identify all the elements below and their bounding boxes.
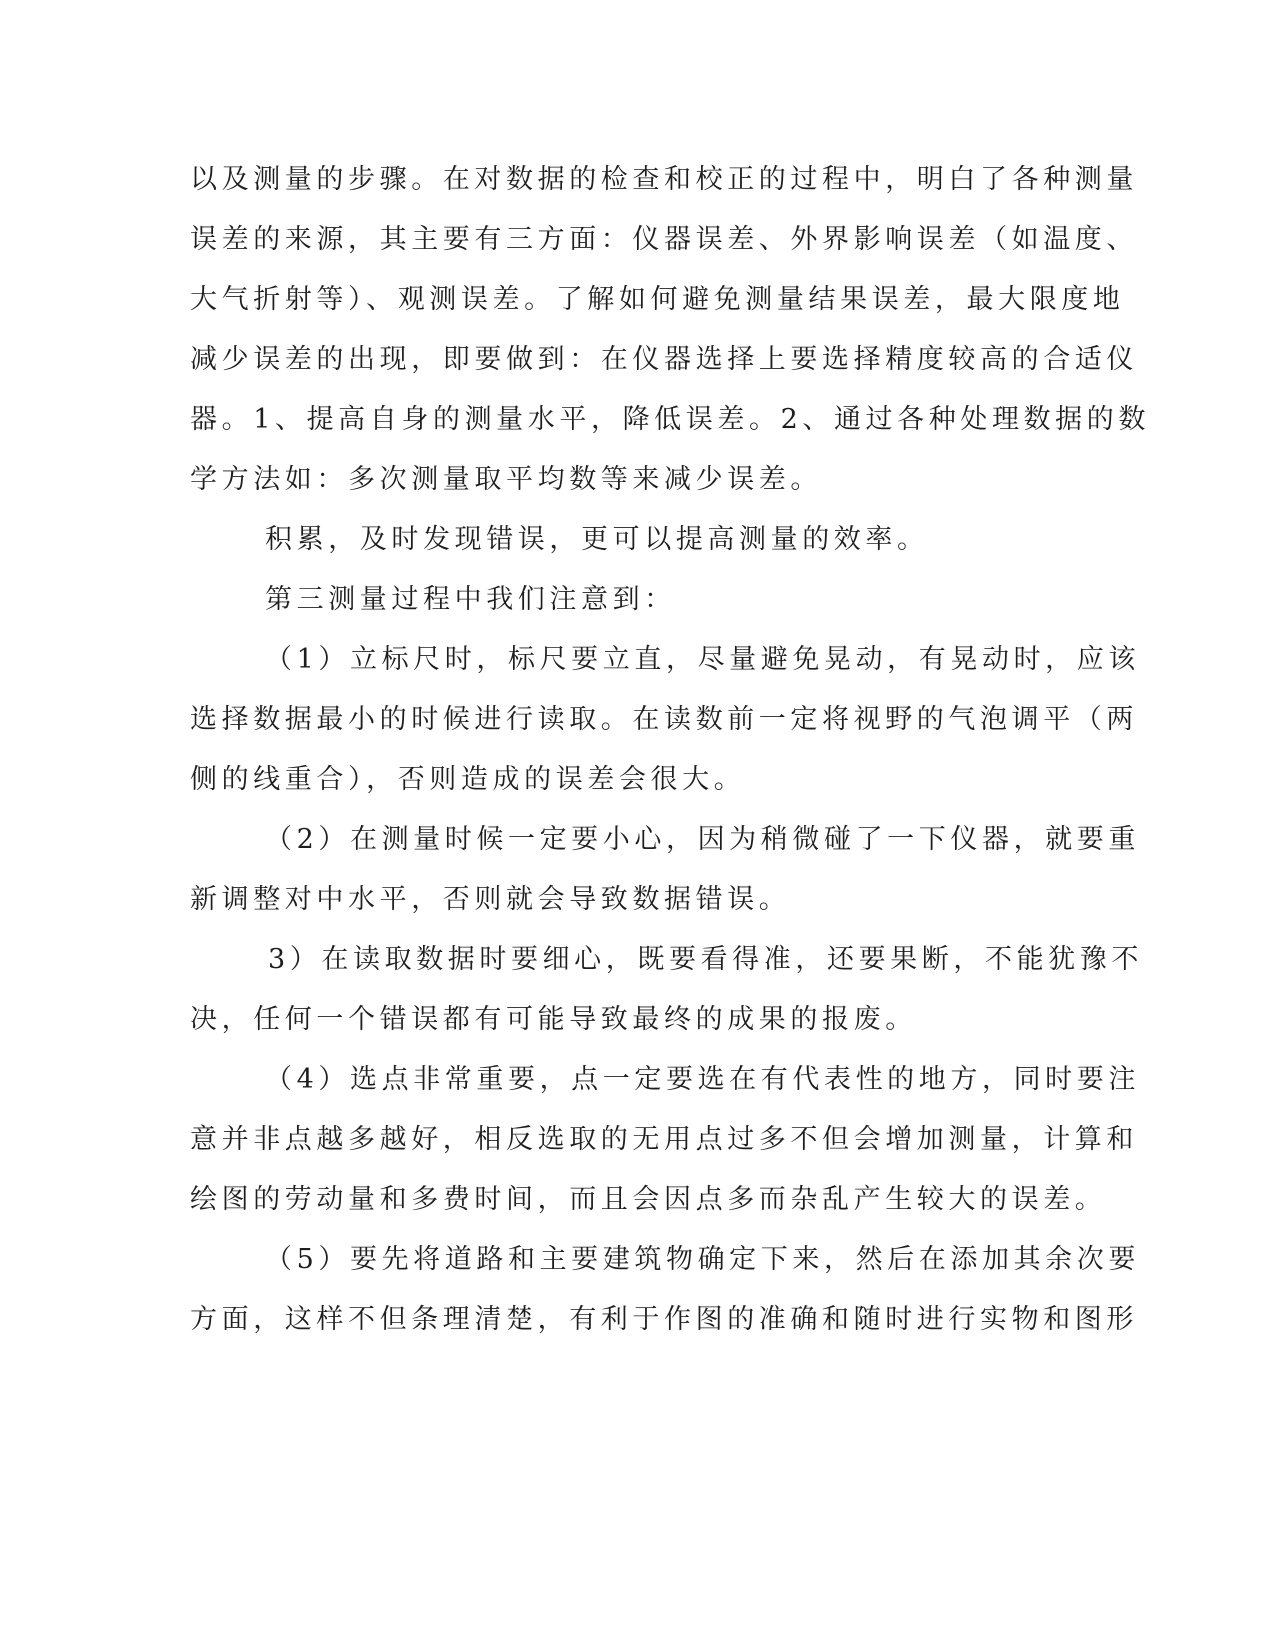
text-line: （2）在测量时候一定要小心，因为稍微碰了一下仪器，就要重 xyxy=(265,824,1140,855)
text-line: 决，任何一个错误都有可能导致最终的成果的报废。 xyxy=(190,1004,917,1035)
text-line: （1）立标尺时，标尺要立直，尽量避免晃动，有晃动时，应该 xyxy=(265,644,1140,675)
text-line: 以及测量的步骤。在对数据的检查和校正的过程中，明白了各种测量 xyxy=(190,164,1138,195)
text-line: 侧的线重合），否则造成的误差会很大。 xyxy=(190,764,746,795)
text-line: 第三测量过程中我们注意到： xyxy=(265,584,676,615)
text-line: 绘图的劳动量和多费时间，而且会因点多而杂乱产生较大的误差。 xyxy=(190,1184,1107,1215)
text-line: 积累，及时发现错误，更可以提高测量的效率。 xyxy=(265,524,929,555)
text-line: 新调整对中水平，否则就会导致数据错误。 xyxy=(190,884,791,915)
text-line: 3）在读取数据时要细心，既要看得准，还要果断，不能犹豫不 xyxy=(268,944,1143,975)
text-line: （5）要先将道路和主要建筑物确定下来，然后在添加其余次要 xyxy=(265,1244,1140,1275)
text-line: 减少误差的出现，即要做到：在仪器选择上要选择精度较高的合适仪 xyxy=(190,344,1138,375)
text-line: 学方法如：多次测量取平均数等来减少误差。 xyxy=(190,464,822,495)
text-line: 方面，这样不但条理清楚，有利于作图的准确和随时进行实物和图形 xyxy=(190,1304,1138,1335)
text-line: 意并非点越多越好，相反选取的无用点过多不但会增加测量，计算和 xyxy=(190,1124,1138,1155)
text-line: 大气折射等）、观测误差。了解如何避免测量结果误差，最大限度地 xyxy=(190,284,1125,315)
text-line: （4）选点非常重要，点一定要选在有代表性的地方，同时要注 xyxy=(265,1064,1140,1095)
text-line: 选择数据最小的时候进行读取。在读数前一定将视野的气泡调平（两 xyxy=(190,704,1138,735)
text-line: 器。1、提高自身的测量水平，降低误差。2、通过各种处理数据的数 xyxy=(190,404,1150,435)
text-line: 误差的来源，其主要有三方面：仪器误差、外界影响误差（如温度、 xyxy=(190,224,1138,255)
